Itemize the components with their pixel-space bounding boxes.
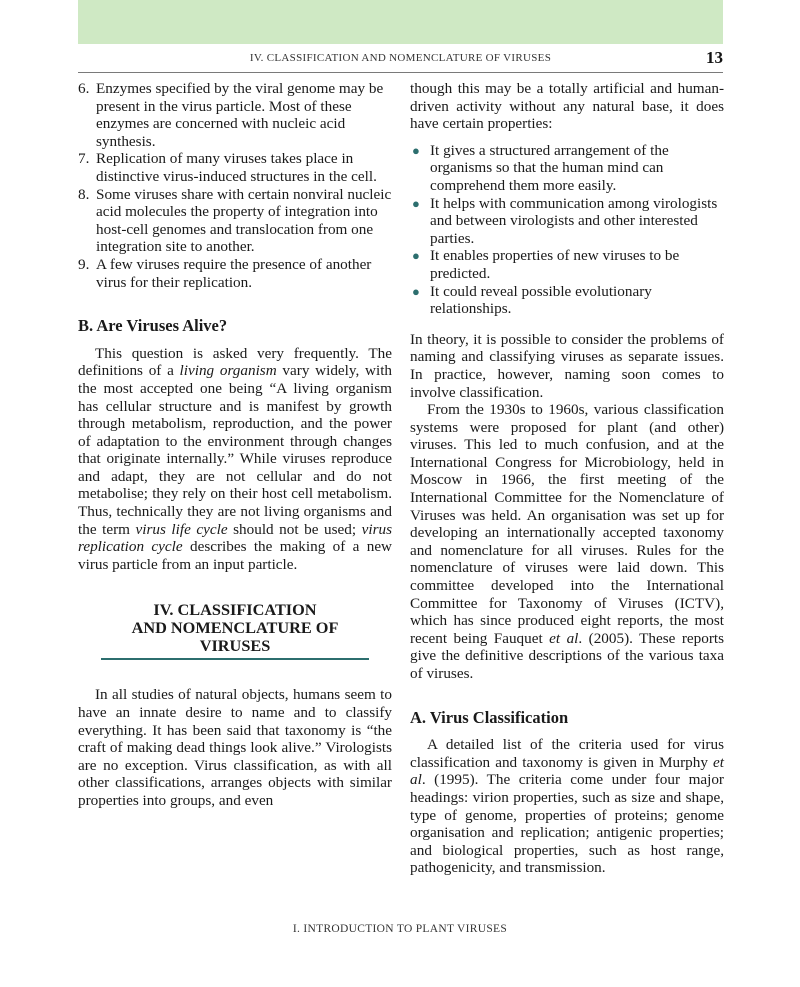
list-text: Some viruses share with certain nonviral nucleic acid molecules the property of integration into host-cell genomes and translocation from one integration site to another.: [96, 185, 392, 256]
text-run: describes the making of a new virus particle from an input particle.: [78, 538, 393, 573]
paragraph-classification-intro: In all studies of natural objects, humans seem to have an innate desire to name and to classify everything. It has been said that taxonomy is “the craft of making dead things look alive.” Virologists are no exception. Virus classification, as with all other classifications, arranges objects with similar properties into groups, and even: [78, 686, 392, 809]
bullet-list: [410, 142, 724, 318]
text-run: From the 1930s to 1960s, various classification systems were proposed for plant (and other) viruses. This led to much confusion, and at the International Congress for Microbiology, held in Moscow in 1966, the first meeting of the International Committee for the Nomenclature of Viruses was held. An organisation was set up for developing an internationally accepted taxonomy and nomenclature for all viruses. Rules for the nomenclature of viruses were laid down. This committee developed into the International Committee for Taxonomy of Viruses (ICTV), which has since produced eight reports, the most recent being Fauquet: [410, 401, 724, 647]
bullet-icon: ●: [412, 142, 420, 158]
bullet-icon: ●: [412, 195, 420, 211]
emphasis: virus life cycle: [135, 520, 228, 538]
list-number: 7.: [78, 150, 90, 168]
bullet-item: [410, 142, 724, 195]
list-number: 8.: [78, 185, 90, 203]
bullet-text: It gives a structured arrangement of the organisms so that the human mind can comprehend them more easily.: [430, 141, 669, 194]
list-item: [78, 80, 392, 150]
bullet-text: It helps with communication among virologists and between virologists and other interested parties.: [430, 194, 718, 247]
emphasis: living organism: [179, 362, 277, 380]
bullet-text: It enables properties of new viruses to be predicted.: [430, 247, 680, 282]
list-number: 6.: [78, 80, 90, 97]
running-header: [78, 50, 723, 73]
text-run: . (2005). These reports give the definitive descriptions of the various taxa of viruses.: [410, 629, 725, 682]
text-run: A detailed list of the criteria used for virus classification and taxonomy is given in Murphy: [410, 736, 724, 771]
right-column: [410, 80, 724, 877]
paragraph-viruses-alive: [78, 345, 392, 574]
emphasis: et al: [410, 753, 725, 789]
emphasis: et al: [549, 629, 579, 647]
left-column: [78, 80, 392, 810]
bullet-item: [410, 195, 724, 248]
part-heading-line: AND NOMENCLATURE OF: [131, 618, 339, 638]
bullet-text: It could reveal possible evolutionary relationships.: [430, 282, 652, 318]
bullet-icon: ●: [412, 283, 420, 299]
list-item: [78, 150, 392, 185]
part-heading-iv: [101, 601, 369, 660]
emphasis: virus replication cycle: [78, 520, 393, 556]
text-run: should not be used;: [233, 520, 357, 538]
bullet-item: [410, 247, 724, 282]
paragraph-theory: In theory, it is possible to consider the problems of naming and classifying viruses as separate issues. In practice, however, naming soon comes to involve classification.: [410, 330, 724, 401]
paragraph-virus-classification: [410, 736, 724, 877]
list-text: Enzymes specified by the viral genome may be present in the virus particle. Most of these enzymes are concerned with nucleic acid synthesis.: [96, 80, 384, 150]
running-title: IV. CLASSIFICATION AND NOMENCLATURE OF VIRUSES: [249, 52, 552, 64]
list-item: [78, 186, 392, 256]
paragraph-history: [410, 401, 724, 683]
section-heading-a: A. Virus Classification: [410, 707, 569, 727]
part-heading-line: IV. CLASSIFICATION: [153, 600, 317, 620]
list-number: 9.: [78, 255, 90, 273]
numbered-list: [78, 80, 392, 291]
list-text: A few viruses require the presence of another virus for their replication.: [96, 255, 372, 291]
section-heading-b: B. Are Viruses Alive?: [78, 316, 228, 336]
page-number: 13: [706, 48, 723, 67]
text-run: . (1995). The criteria come under four major headings: virion properties, such as size and shape, type of genome, properties of proteins; genome organisation and replication; antigenic properties; and biological properties, such as host range, pathogenicity, and transmission.: [410, 771, 724, 877]
bullet-item: [410, 283, 724, 318]
paragraph-continuation: though this may be a totally artificial and human-driven activity without any natural base, it does have certain properties:: [410, 80, 724, 133]
header-color-band: [78, 0, 723, 44]
list-text: Replication of many viruses takes place in distinctive virus-induced structures in the cell.: [96, 150, 377, 185]
part-heading-line: VIRUSES: [199, 636, 271, 656]
bullet-icon: ●: [412, 248, 420, 264]
text-run: vary widely, with the most accepted one being “A living organism has cellular structure and is manifest by growth through metabolism, reproduction, and the power of adaptation to the environment through changes that originate internally.” While viruses reproduce and adapt, they are not cellular and do not metabolise; they rely on their host cell metabolism. Thus, technically they are not living organisms and the term: [78, 362, 393, 538]
text-run: This question is asked very frequently. The definitions of a: [78, 344, 392, 380]
running-footer: I. INTRODUCTION TO PLANT VIRUSES: [292, 923, 508, 935]
list-item: [78, 256, 392, 291]
